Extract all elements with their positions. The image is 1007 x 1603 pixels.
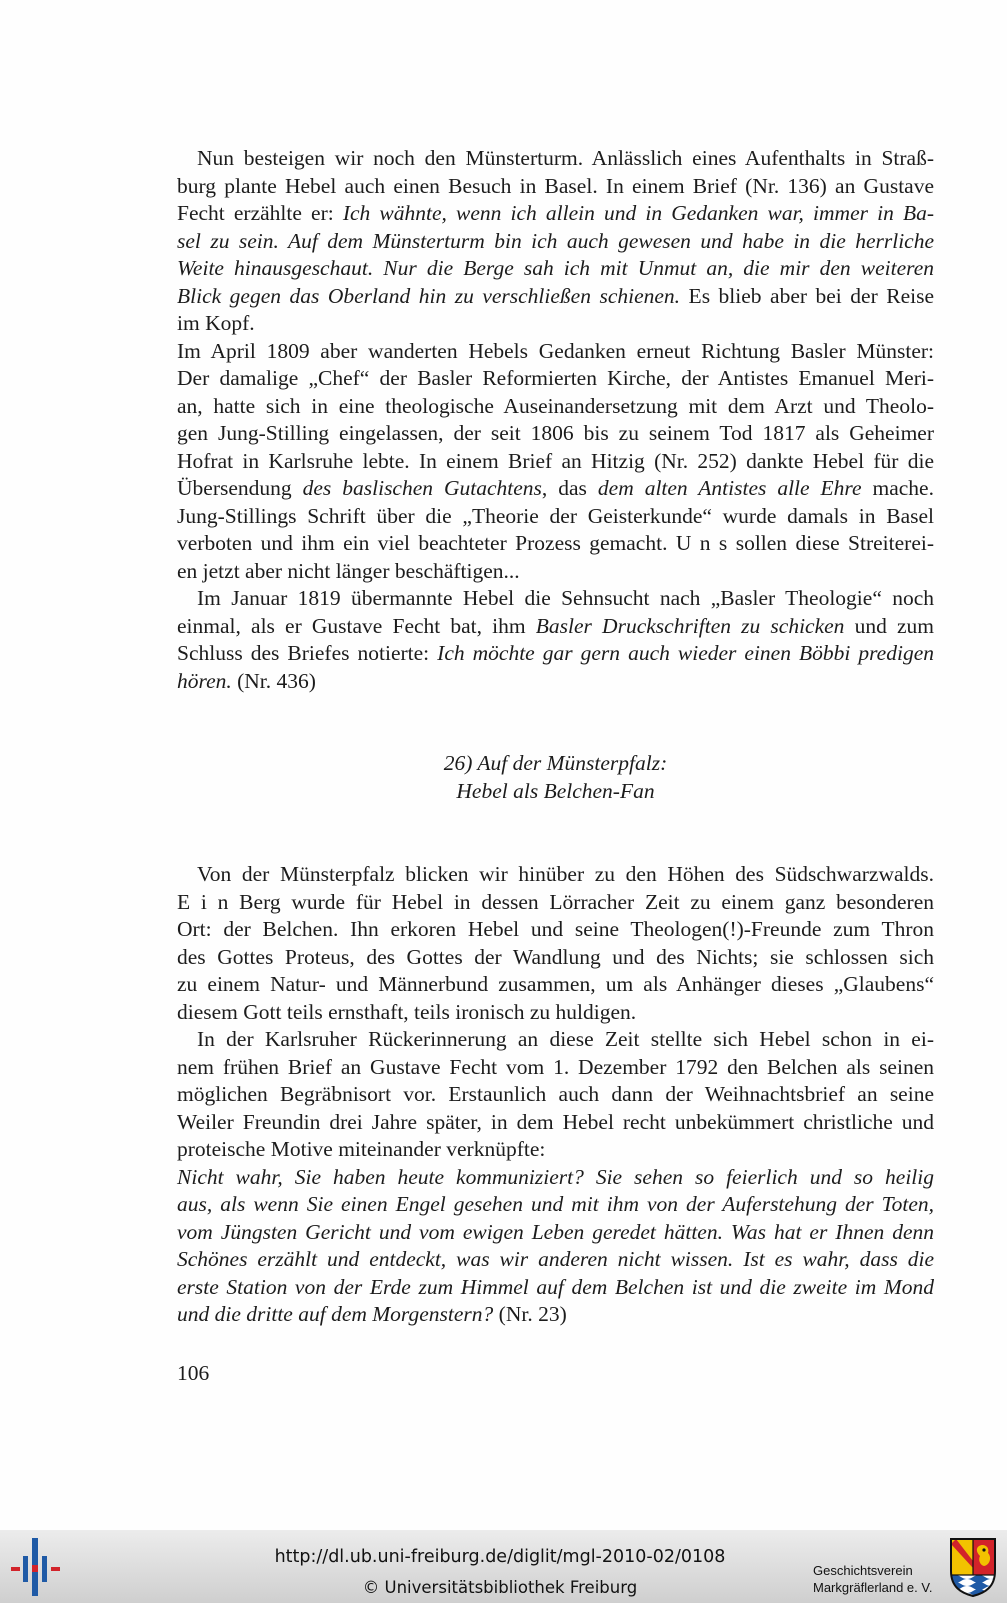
text-run: Schluss des Briefes notierte: (177, 641, 438, 665)
paragraph-muensterturm (177, 145, 934, 338)
text-line (177, 640, 934, 668)
text-line (177, 1301, 934, 1329)
text-line (177, 393, 934, 421)
text-run: E i n Berg wurde für Hebel in dessen Lörracher Zeit zu einem ganz besonderen (177, 889, 934, 914)
italic-text-run: vom Jüngsten Gericht und vom ewigen Leben geredet hätten. Was hat er Ihnen denn (177, 1219, 934, 1244)
italic-text-run: Nicht wahr, Sie haben heute kommuniziert? Sie sehen so feierlich und so heilig (177, 1164, 934, 1189)
text-run: mache. (861, 476, 934, 500)
text-run: Ort: der Belchen. Ihn erkoren Hebel und seine Theologen(!)-Freunde zum Thron (177, 917, 934, 941)
text-run: zu einem Natur- und Männerbund zusammen, um als Anhänger dieses „Glaubens“ (177, 972, 934, 996)
italic-text-run: erste Station von der Erde zum Himmel auf dem Belchen ist und die zweite im Mond (177, 1274, 934, 1299)
text-line (177, 1109, 934, 1137)
text-run: en jetzt aber nicht länger beschäftigen... (177, 558, 520, 583)
italic-text-run: aus, als wenn Sie einen Engel gesehen und mit ihm von der Auferstehung der Toten, (177, 1192, 934, 1216)
italic-text-run: Weite hinausgeschaut. Nur die Berge sah ich mit Unmut an, die mir den weiteren (177, 256, 934, 280)
text-run: proteische Motive miteinander verknüpfte: (177, 1137, 546, 1161)
text-run: Hofrat in Karlsruhe lebte. In einem Brief an Hitzig (Nr. 252) dankte Hebel für die (177, 448, 934, 473)
text-run: gen Jung-Stilling eingelassen, der seit 1806 bis zu seinem Tod 1817 als Geheimer (177, 421, 934, 445)
paragraph-muensterpfalz (177, 861, 934, 1026)
text-run: im Kopf. (177, 311, 255, 335)
text-run: Nun besteigen wir noch den Münsterturm. Anlässlich eines Aufenthalts in Straß- (197, 146, 934, 170)
text-run: burg plante Hebel auch einen Besuch in Basel. In einem Brief (Nr. 136) an Gustave (177, 173, 934, 198)
italic-text-run: des baslischen Gutachtens (302, 476, 542, 500)
text-run: (Nr. 436) (231, 668, 316, 693)
text-line (177, 1081, 934, 1109)
text-run: Im Januar 1819 übermannte Hebel die Sehnsucht nach „Basler Theologie“ noch (197, 586, 934, 610)
italic-text-run: Blick gegen das Oberland hin zu verschließen schienen. (177, 283, 681, 308)
text-line (177, 228, 934, 256)
italic-text-run: dem alten Antistes alle Ehre (597, 476, 862, 500)
text-line (177, 861, 934, 889)
text-line (177, 503, 934, 531)
italic-text-run: Ich möchte gar gern auch wieder einen Böbbi predigen (437, 641, 934, 665)
italic-text-run: Basler Druckschriften zu schicken (535, 613, 845, 638)
heading-line-1: 26) Auf der Münsterpfalz: (443, 751, 668, 775)
body-text-upper (177, 145, 934, 695)
text-run: Jung-Stillings Schrift über die „Theorie der Geisterkunde“ wurde damals in Basel (177, 503, 934, 528)
text-line (177, 668, 934, 696)
coat-of-arms-icon (949, 1537, 997, 1603)
text-run: an, hatte sich in eine theologische Auseinandersetzung mit dem Arzt und Theolo- (177, 393, 934, 418)
text-run: diesem Gott teils ernsthaft, teils ironisch zu huldigen. (177, 999, 637, 1024)
text-run: verboten und ihm ein viel beachteter Prozess gemacht. U n s sollen diese Streiterei- (177, 531, 934, 555)
text-line (177, 530, 934, 558)
text-run: Im April 1809 aber wanderten Hebels Gedanken erneut Richtung Basler Münster: (177, 338, 934, 363)
text-line (177, 944, 934, 972)
italic-text-run: hören. (177, 668, 232, 693)
footer-bar (0, 1530, 1007, 1603)
text-line (177, 448, 934, 476)
heading-line-2: Hebel als Belchen-Fan (456, 778, 655, 803)
text-run: nem frühen Brief an Gustave Fecht vom 1. Dezember 1792 den Belchen als seinen (177, 1054, 934, 1079)
text-run: einmal, als er Gustave Fecht bat, ihm (177, 613, 536, 638)
text-line (177, 1191, 934, 1219)
ub-freiburg-logo-icon (10, 1537, 62, 1602)
text-line (177, 971, 934, 999)
italic-text-run: Ich wähnte, wenn ich allein und in Gedanken war, immer in Ba- (342, 201, 934, 225)
text-line (177, 200, 934, 228)
text-line (177, 145, 934, 173)
text-run: (Nr. 23) (493, 1302, 567, 1326)
paragraph-karlsruher-rueckerinnerung (177, 1026, 934, 1164)
italic-text-run: und die dritte auf dem Morgenstern? (177, 1302, 494, 1326)
text-line (177, 1219, 934, 1247)
text-run: möglichen Begräbnisort vor. Erstaunlich auch dann der Weihnachtsbrief an seine (177, 1082, 934, 1106)
text-line (177, 585, 934, 613)
text-line (177, 283, 934, 311)
society-name-line-1: Geschichtsverein (813, 1563, 913, 1578)
body-text-lower (177, 861, 934, 1329)
paragraph-januar-1819 (177, 585, 934, 695)
document-url[interactable]: http://dl.ub.uni-freiburg.de/diglit/mgl-2010-02/0108 (274, 1547, 726, 1567)
text-line (177, 1026, 934, 1054)
society-name-line-2: Markgräflerland e. V. (813, 1580, 933, 1595)
text-run: , das (541, 476, 598, 500)
text-run: des Gottes Proteus, des Gottes der Wandlung und des Nichts; sie schlossen sich (177, 944, 934, 969)
block-quote (177, 1164, 934, 1329)
text-line (177, 365, 934, 393)
paragraph-april-1809 (177, 338, 934, 586)
text-run: Von der Münsterpfalz blicken wir hinüber zu den Höhen des Südschwarzwalds. (197, 862, 934, 886)
italic-text-run: Schönes erzählt und entdeckt, was wir anderen nicht wissen. Ist es wahr, dass die (177, 1247, 934, 1271)
italic-text-run: sel zu sein. Auf dem Münsterturm bin ich auch gewesen und habe in die herrliche (177, 228, 934, 253)
text-run: Übersendung (177, 476, 303, 500)
text-line (177, 558, 934, 586)
text-line (177, 173, 934, 201)
text-run: Weiler Freundin drei Jahre später, in dem Hebel recht unbekümmert christliche und (177, 1109, 934, 1134)
text-run: und zum (844, 613, 934, 638)
text-line (177, 916, 934, 944)
copyright-notice: © Universitätsbibliothek Freiburg (362, 1578, 638, 1597)
text-line (177, 255, 934, 283)
text-line (177, 1054, 934, 1082)
text-line (177, 889, 934, 917)
text-line (177, 310, 934, 338)
text-line (177, 1274, 934, 1302)
text-line (177, 420, 934, 448)
text-line (177, 475, 934, 503)
text-line (177, 1164, 934, 1192)
text-run: Es blieb aber bei der Reise (680, 283, 934, 308)
text-line (177, 338, 934, 366)
page-number: 106 (177, 1361, 210, 1385)
section-heading (177, 750, 934, 805)
text-line (177, 1136, 934, 1164)
text-line (177, 999, 934, 1027)
text-run: Fecht erzählte er: (177, 201, 343, 225)
text-run: In der Karlsruher Rückerinnerung an diese Zeit stellte sich Hebel schon in ei- (197, 1027, 934, 1051)
text-line (177, 1246, 934, 1274)
text-run: Der damalige „Chef“ der Basler Reformierten Kirche, der Antistes Emanuel Meri- (177, 366, 934, 390)
text-line (177, 613, 934, 641)
